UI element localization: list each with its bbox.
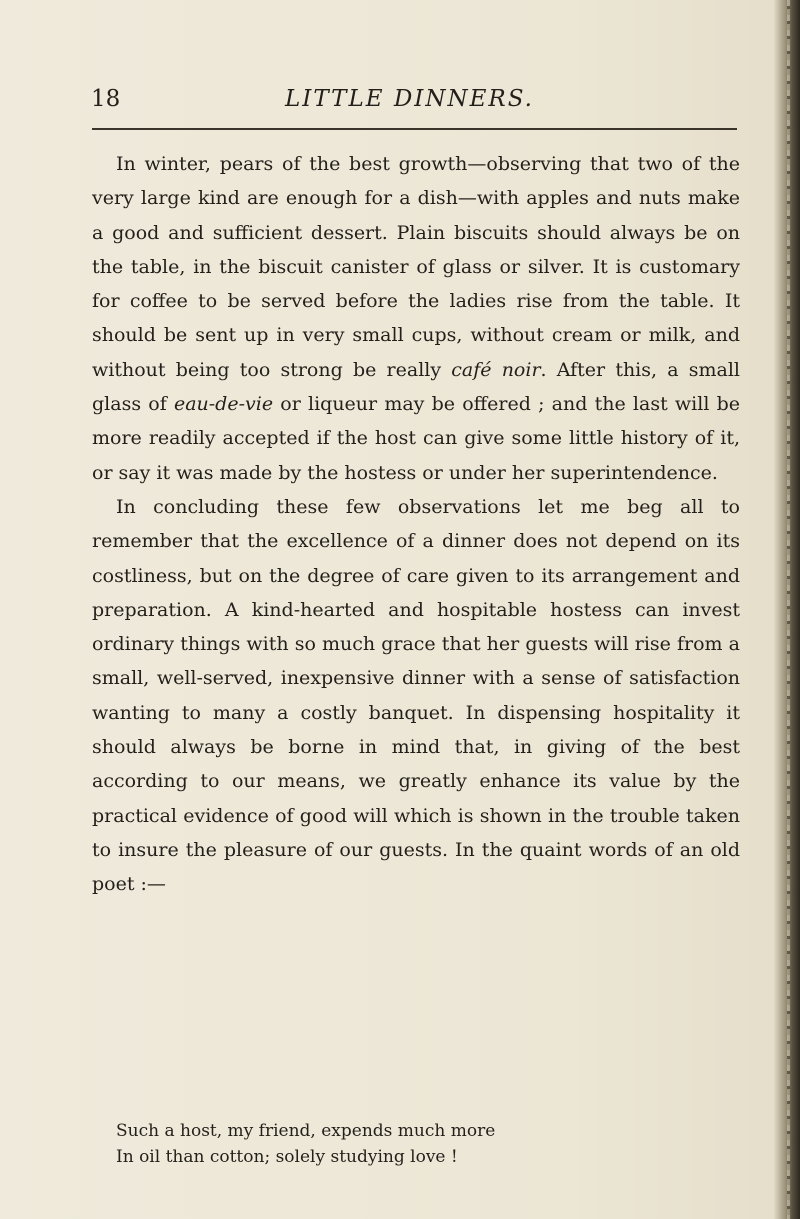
- verse-line-1: Such a host, my friend, expends much more: [116, 1121, 496, 1141]
- verse-line-2: In oil than cotton; solely studying love !: [116, 1147, 458, 1167]
- header-rule: [92, 128, 737, 130]
- paragraph-1-text-c: or liqueur may be offered ; and the last will be more readily accepted if the host can give some little history of it, or say it was made by the hostess or under her superintendence.: [92, 393, 740, 484]
- paragraph-2: In concluding these few observations let me beg all to remember that the excellence of a dinner does not depend on its costliness, but on the degree of care given to its arrangement and preparation. A kind-hearted and hospitable hostess can invest ordinary things with so much grace that her guests will rise from a small, well-served, inexpensive dinner with a sense of satisfaction wanting to many a costly banquet. In dispensing hospitality it should always be borne in mind that, in giving of the best according to our means, we greatly enhance its value by the practical evidence of good will which is shown in the trouble taken to insure the pleasure of our guests. In the quaint words of an old poet :—: [92, 495, 740, 896]
- paragraph-1-text-a: In winter, pears of the best growth—observing that two of the very large kind are enough for a dish—with apples and nuts make a good and sufficient dessert. Plain biscuits should always be on the table, in the biscuit canister of glass or silver. It is customary for coffee to be served before the ladies rise from the table. It should be sent up in very small cups, without cream or milk, and without being too strong be really: [92, 153, 740, 381]
- body-text: [92, 147, 740, 902]
- italic-cafe-noir: café noir: [451, 358, 541, 381]
- paragraph-1-text-b: . After this, a small glass of: [92, 358, 740, 416]
- italic-eau-de-vie: eau-de-vie: [173, 393, 274, 416]
- paragraph-1: [92, 147, 740, 490]
- page-edge-texture: [787, 0, 790, 1219]
- verse-quote: [116, 1118, 495, 1170]
- page-number: 18: [91, 86, 121, 112]
- running-title: LITTLE DINNERS.: [285, 86, 534, 112]
